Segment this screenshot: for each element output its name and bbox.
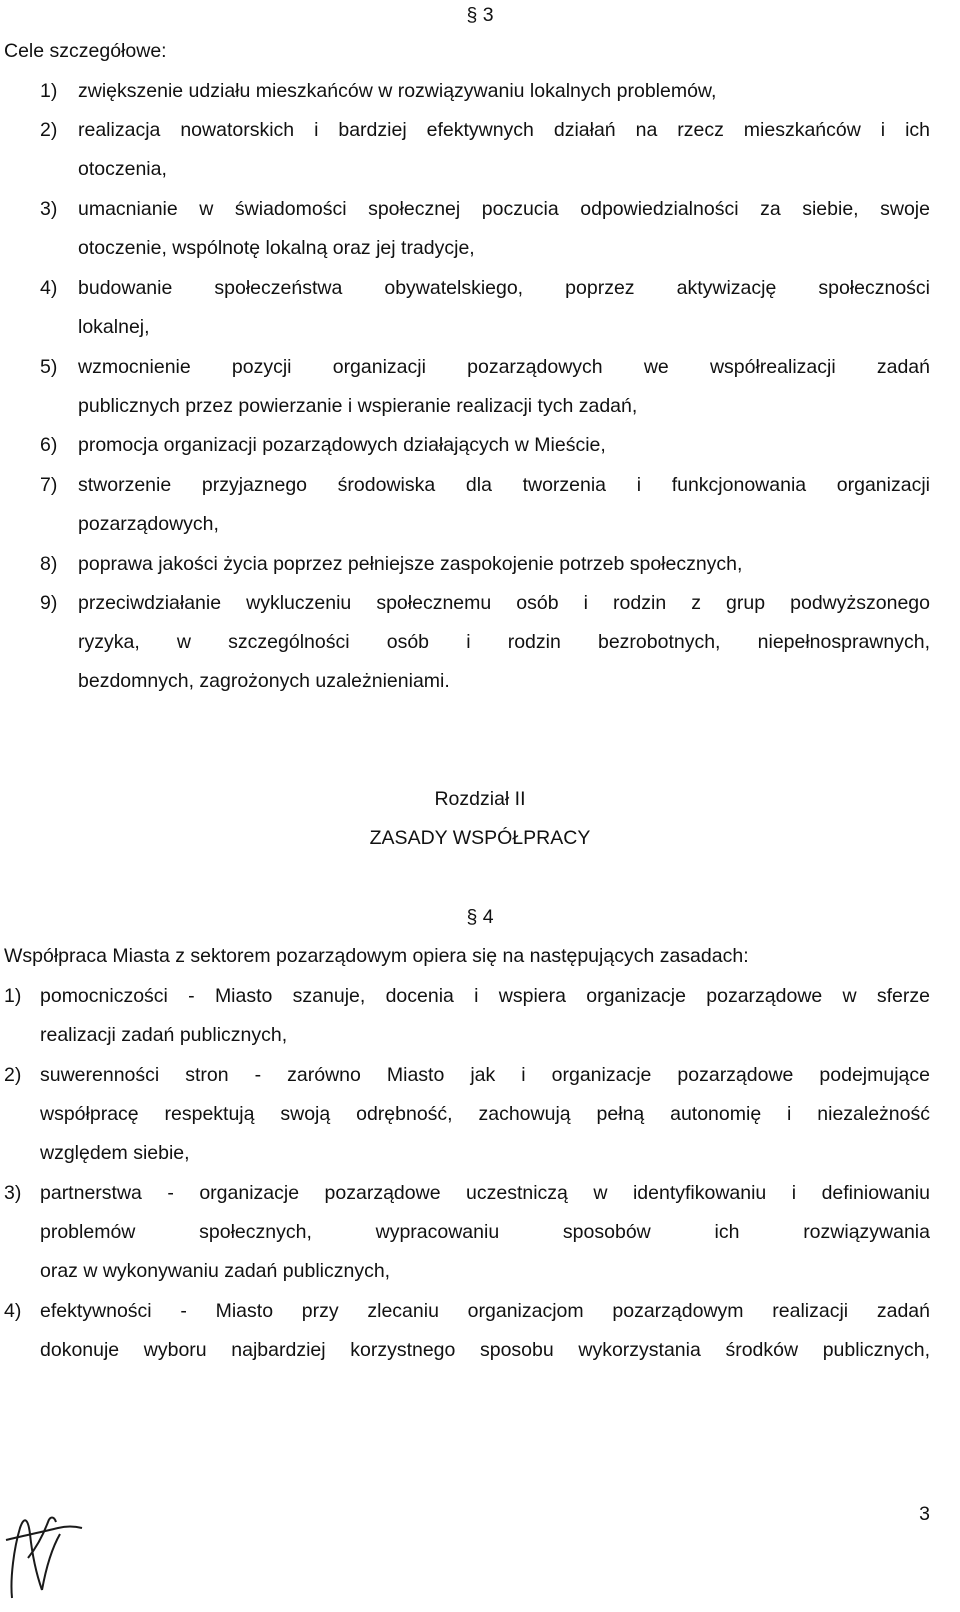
principle-item-number: 2) [4,1064,22,1086]
goal-item-line: promocja organizacji pozarządowych działających w Mieście, [78,434,606,456]
goal-item-number: 3) [40,198,58,220]
section-3-intro: Cele szczegółowe: [4,40,167,62]
goal-item-line: stworzenie przyjaznego środowiska dla tworzenia i funkcjonowania organizacji [78,474,930,496]
goal-item-line: wzmocnienie pozycji organizacji pozarządowych we współrealizacji zadań [78,356,930,378]
page-number: 3 [919,1503,930,1525]
goal-item-line: publicznych przez powierzanie i wspieranie realizacji tych zadań, [78,395,638,417]
goal-item-line: poprawa jakości życia poprzez pełniejsze zaspokojenie potrzeb społecznych, [78,553,743,575]
goal-item-line: lokalnej, [78,316,150,338]
chapter-title: Rozdział II [434,788,526,810]
goal-item-line: ryzyka, w szczególności osób i rodzin bezrobotnych, niepełnosprawnych, [78,631,930,653]
principle-item-line: efektywności - Miasto przy zlecaniu organizacjom pozarządowym realizacji zadań [40,1300,930,1322]
principle-item-line: współpracę respektują swoją odrębność, zachowują pełną autonomię i niezależność [40,1103,930,1125]
goal-item-number: 9) [40,592,58,614]
goal-item-line: budowanie społeczeństwa obywatelskiego, poprzez aktywizację społeczności [78,277,930,299]
section-4-heading: § 4 [466,906,494,928]
principle-item-line: partnerstwa - organizacje pozarządowe uczestniczą w identyfikowaniu i definiowaniu [40,1182,930,1204]
principle-item-number: 3) [4,1182,22,1204]
principle-item-line: dokonuje wyboru najbardziej korzystnego sposobu wykorzystania środków publicznych, [40,1339,930,1361]
goal-item-line: przeciwdziałanie wykluczeniu społecznemu osób i rodzin z grup podwyższonego [78,592,930,614]
goal-item-line: umacnianie w świadomości społecznej poczucia odpowiedzialności za siebie, swoje [78,198,930,220]
goal-item-line: otoczenia, [78,158,167,180]
principle-item-line: realizacji zadań publicznych, [40,1024,288,1046]
principle-item-line: suwerenności stron - zarówno Miasto jak i organizacje pozarządowe podejmujące [40,1064,930,1086]
goal-item-line: realizacja nowatorskich i bardziej efektywnych działań na rzecz mieszkańców i ich [78,119,930,141]
signature-initials [2,1498,92,1608]
goal-item-number: 5) [40,356,58,378]
section-4-intro: Współpraca Miasta z sektorem pozarządowym opiera się na następujących zasadach: [4,945,749,967]
principle-item-line: względem siebie, [40,1142,190,1164]
principle-item-line: pomocniczości - Miasto szanuje, docenia i wspiera organizacje pozarządowe w sferze [40,985,930,1007]
principle-item-number: 1) [4,985,22,1007]
section-3-heading: § 3 [466,4,494,26]
principle-item-line: oraz w wykonywaniu zadań publicznych, [40,1260,391,1282]
goal-item-line: bezdomnych, zagrożonych uzależnieniami. [78,670,450,692]
goal-item-number: 8) [40,553,58,575]
goal-item-line: pozarządowych, [78,513,219,535]
goal-item-number: 6) [40,434,58,456]
principle-item-line: problemów społecznych, wypracowaniu sposobów ich rozwiązywania [40,1221,930,1243]
chapter-subtitle: ZASADY WSPÓŁPRACY [369,827,591,849]
principle-item-number: 4) [4,1300,22,1322]
goal-item-number: 2) [40,119,58,141]
goal-item-line: zwiększenie udziału mieszkańców w rozwiązywaniu lokalnych problemów, [78,80,717,102]
goal-item-number: 1) [40,80,58,102]
goal-item-line: otoczenie, wspólnotę lokalną oraz jej tradycje, [78,237,475,259]
goal-item-number: 4) [40,277,58,299]
goal-item-number: 7) [40,474,58,496]
